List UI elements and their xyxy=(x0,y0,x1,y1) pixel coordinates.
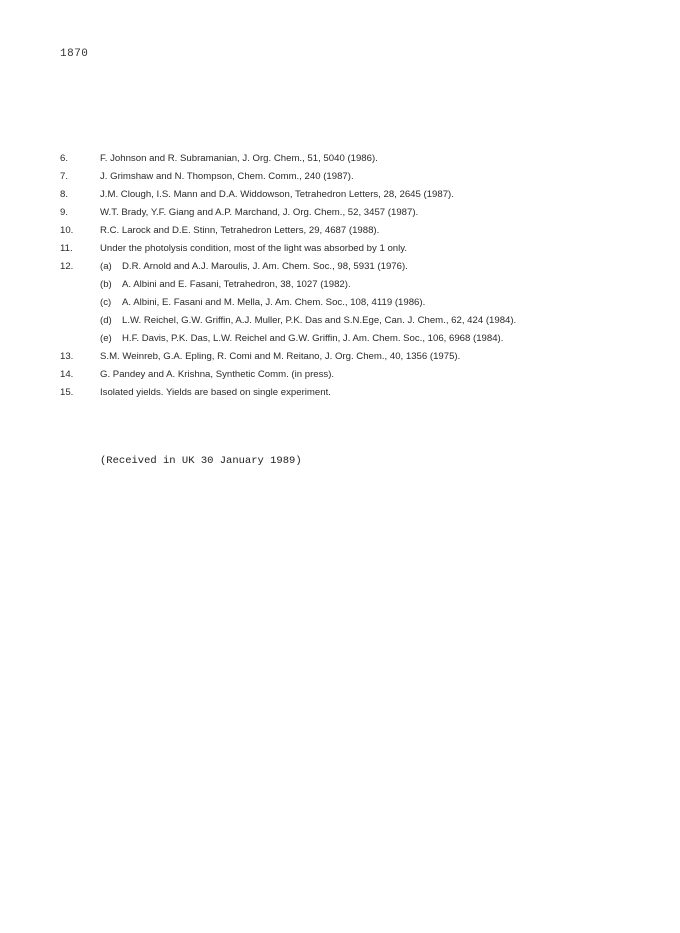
reference-item xyxy=(60,258,630,348)
reference-number: 8. xyxy=(60,189,69,200)
subreference-label: (b) xyxy=(100,279,112,290)
subreference-item xyxy=(100,276,630,294)
reference-text: F. Johnson and R. Subramanian, J. Org. Chem., 51, 5040 (1986). xyxy=(100,153,378,164)
subreference-item xyxy=(100,258,630,276)
subreference-text: A. Albini, E. Fasani and M. Mella, J. Am. Chem. Soc., 108, 4119 (1986). xyxy=(122,297,426,308)
reference-text: Isolated yields. Yields are based on single experiment. xyxy=(100,387,331,398)
reference-number: 9. xyxy=(60,207,69,218)
subreference-item xyxy=(100,330,630,348)
reference-item xyxy=(60,222,630,240)
reference-text: Under the photolysis condition, most of the light was absorbed by 1 only. xyxy=(100,243,407,254)
subreference-label: (d) xyxy=(100,315,112,326)
subreference-item xyxy=(100,294,630,312)
reference-item xyxy=(60,168,630,186)
reference-text: G. Pandey and A. Krishna, Synthetic Comm. (in press). xyxy=(100,369,335,380)
reference-number: 10. xyxy=(60,225,74,236)
reference-item xyxy=(60,204,630,222)
reference-list xyxy=(60,150,630,402)
subreference-label: (a) xyxy=(100,261,112,272)
reference-number: 7. xyxy=(60,171,69,182)
reference-item xyxy=(60,366,630,384)
reference-number: 13. xyxy=(60,351,74,362)
reference-number: 12. xyxy=(60,261,74,272)
subreference-text: D.R. Arnold and A.J. Maroulis, J. Am. Chem. Soc., 98, 5931 (1976). xyxy=(122,261,408,272)
reference-text: J. Grimshaw and N. Thompson, Chem. Comm., 240 (1987). xyxy=(100,171,354,182)
subreference-text: H.F. Davis, P.K. Das, L.W. Reichel and G.W. Griffin, J. Am. Chem. Soc., 106, 6968 (1984). xyxy=(122,333,504,344)
reference-item xyxy=(60,240,630,258)
reference-item xyxy=(60,384,630,402)
reference-text: S.M. Weinreb, G.A. Epling, R. Comi and M. Reitano, J. Org. Chem., 40, 1356 (1975). xyxy=(100,351,461,362)
received-date: (Received in UK 30 January 1989) xyxy=(100,455,302,467)
reference-sublist xyxy=(100,258,630,348)
subreference-label: (c) xyxy=(100,297,112,308)
subreference-item xyxy=(100,312,630,330)
reference-number: 15. xyxy=(60,387,74,398)
reference-text: W.T. Brady, Y.F. Giang and A.P. Marchand, J. Org. Chem., 52, 3457 (1987). xyxy=(100,207,419,218)
reference-item xyxy=(60,186,630,204)
subreference-label: (e) xyxy=(100,333,112,344)
subreference-text: A. Albini and E. Fasani, Tetrahedron, 38, 1027 (1982). xyxy=(122,279,351,290)
page-number: 1870 xyxy=(60,48,89,60)
reference-item xyxy=(60,348,630,366)
reference-text: J.M. Clough, I.S. Mann and D.A. Widdowson, Tetrahedron Letters, 28, 2645 (1987). xyxy=(100,189,454,200)
reference-number: 6. xyxy=(60,153,69,164)
reference-text: R.C. Larock and D.E. Stinn, Tetrahedron Letters, 29, 4687 (1988). xyxy=(100,225,380,236)
reference-item xyxy=(60,150,630,168)
reference-number: 14. xyxy=(60,369,74,380)
reference-number: 11. xyxy=(60,243,73,254)
subreference-text: L.W. Reichel, G.W. Griffin, A.J. Muller, P.K. Das and S.N.Ege, Can. J. Chem., 62, 424 (1984). xyxy=(122,315,517,326)
